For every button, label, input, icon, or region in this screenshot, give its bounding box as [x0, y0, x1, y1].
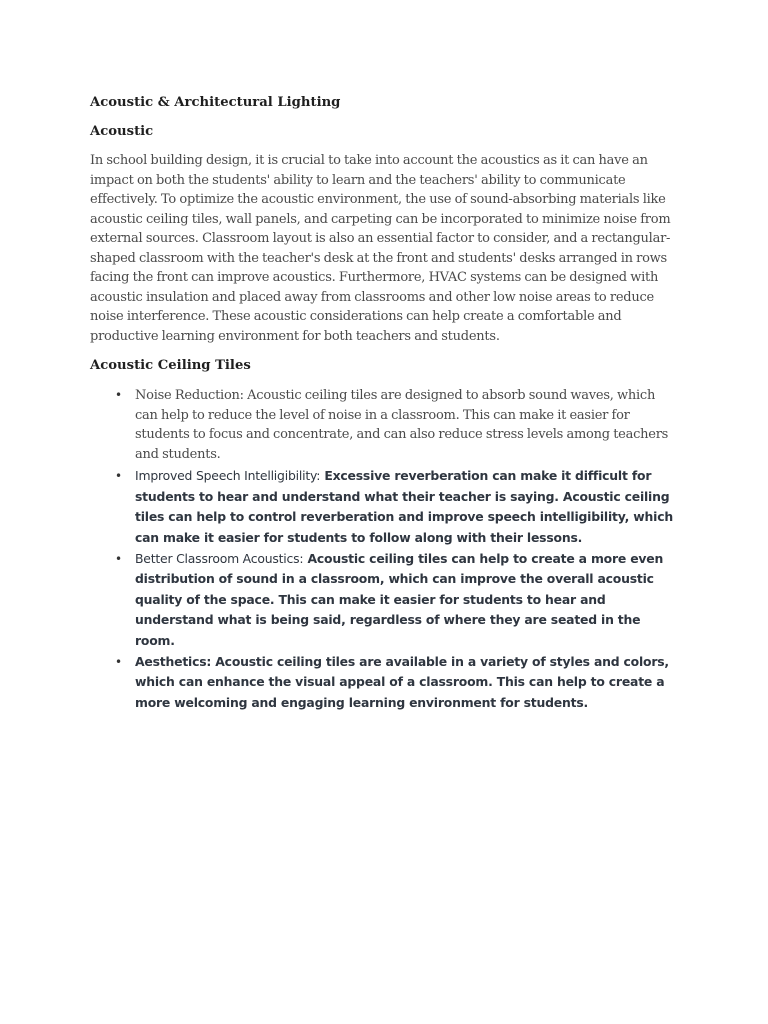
bullet-icon: •: [115, 551, 122, 566]
bullet-icon: •: [115, 388, 122, 402]
bullet-lead: Better Classroom Acoustics:: [135, 550, 304, 566]
section-heading-acoustic: Acoustic: [90, 124, 154, 139]
ceiling-tile-benefits-list: [90, 386, 682, 713]
bullet-text: Acoustic ceiling tiles are designed to absorb sound waves, which can help to reduce the level of noise in a classroom. This can make it easier for students to focus and concentrate, and can also reduce stress levels among teachers and students.: [135, 388, 669, 462]
bullet-text: Acoustic ceiling tiles are available in a variety of styles and colors, which can enhance the visual appeal of a classroom. This can help to create a more welcoming and engaging learning environment for students.: [135, 653, 669, 710]
list-item-classroom-acoustics: [90, 549, 680, 652]
bullet-lead: Improved Speech Intelligibility:: [135, 468, 321, 483]
list-item-aesthetics: [90, 652, 680, 714]
document-body: [90, 93, 682, 714]
subsection-heading-ceiling-tiles: Acoustic Ceiling Tiles: [90, 358, 251, 373]
bullet-text: Excessive reverberation can make it difficult for students to hear and understand what their teacher is saying. Acoustic ceiling tiles can help to control reverberation and improve speech intelligibility, which can make it easier for students to follow along with their lessons.: [135, 468, 673, 545]
bullet-lead: Aesthetics:: [135, 653, 212, 669]
bullet-lead: Noise Reduction:: [135, 388, 244, 403]
intro-paragraph: In school building design, it is crucial to take into account the acoustics as it can have an impact on both the students' ability to learn and the teachers' ability to communicate effectively. To optimize the acoustic environment, the use of sound-absorbing materials like acoustic ceiling tiles, wall panels, and carpeting can be incorporated to minimize noise from external sources. Classroom layout is also an essential factor to consider, and a rectangular-shaped classroom with the teacher's desk at the front and students' desks arranged in rows facing the front can improve acoustics. Furthermore, HVAC systems can be designed with acoustic insulation and placed away from classrooms and other low noise areas to reduce noise interference. These acoustic considerations can help create a comfortable and productive learning environment for both teachers and students.: [90, 153, 671, 344]
document-title: Acoustic & Architectural Lighting: [90, 95, 341, 110]
bullet-icon: •: [115, 654, 122, 669]
bullet-text: Acoustic ceiling tiles can help to create a more even distribution of sound in a classroom, which can improve the overall acoustic quality of the space. This can make it easier for students to hear and understand what is being said, regardless of where they are seated in the room.: [135, 550, 664, 648]
list-item-noise-reduction: [90, 386, 680, 464]
list-item-speech-intelligibility: [90, 466, 680, 548]
bullet-icon: •: [115, 469, 122, 483]
